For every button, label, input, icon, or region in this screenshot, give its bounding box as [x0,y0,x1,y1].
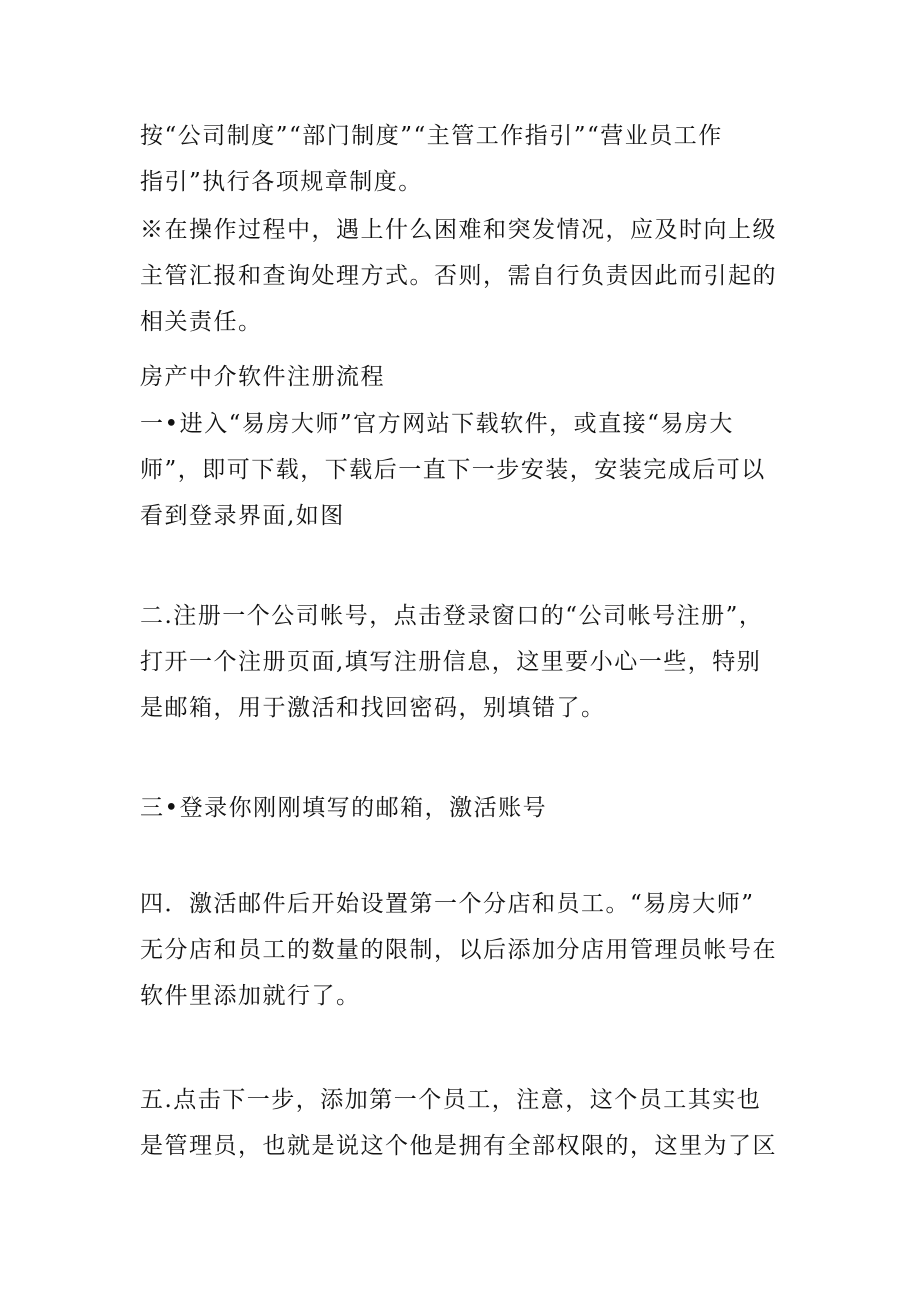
text-line: 五.点击下一步，添加第一个员工，注意，这个员工其实也 [140,1087,762,1113]
text-line: 指引”执行各项规章制度。 [140,169,423,195]
heading-line: 房产中介软件注册流程 [140,364,385,390]
paragraph-regulations [140,113,790,205]
text-line: 相关责任。 [140,309,263,335]
paragraph-step-4 [140,881,790,1019]
text-line: 是邮箱，用于激活和找回密码，别填错了。 [140,695,606,721]
text-line: 按“公司制度”“部门制度”“主管工作指引”“营业员工作 [140,123,723,149]
paragraph-step-1 [140,401,790,539]
text-line: 一•进入“易房大师”官方网站下载软件，或直接“易房大 [140,411,734,437]
paragraph-notice [140,207,790,345]
text-line: ※在操作过程中，遇上什么困难和突发情况，应及时向上级 [140,217,777,243]
text-line: 主管汇报和查询处理方式。否则，需自行负责因此而引起的 [140,263,777,289]
text-line: 无分店和员工的数量的限制，以后添加分店用管理员帐号在 [140,937,777,963]
section-heading [140,354,790,400]
text-line: 四．激活邮件后开始设置第一个分店和员工。“易房大师” [140,891,755,917]
text-line: 打开一个注册页面,填写注册信息，这里要小心一些，特别 [140,649,762,675]
text-line: 是管理员，也就是说这个他是拥有全部权限的，这里为了区 [140,1133,777,1159]
text-line: 师”，即可下载，下载后一直下一步安装，安装完成后可以 [140,457,766,483]
text-line: 三•登录你刚刚填写的邮箱，激活账号 [140,795,548,821]
paragraph-step-5 [140,1077,790,1169]
text-line: 二.注册一个公司帐号，点击登录窗口的“公司帐号注册”， [140,603,764,629]
paragraph-step-2 [140,593,790,731]
text-line: 看到登录界面,如图 [140,503,345,529]
text-line: 软件里添加就行了。 [140,983,361,1009]
paragraph-step-3 [140,785,790,831]
